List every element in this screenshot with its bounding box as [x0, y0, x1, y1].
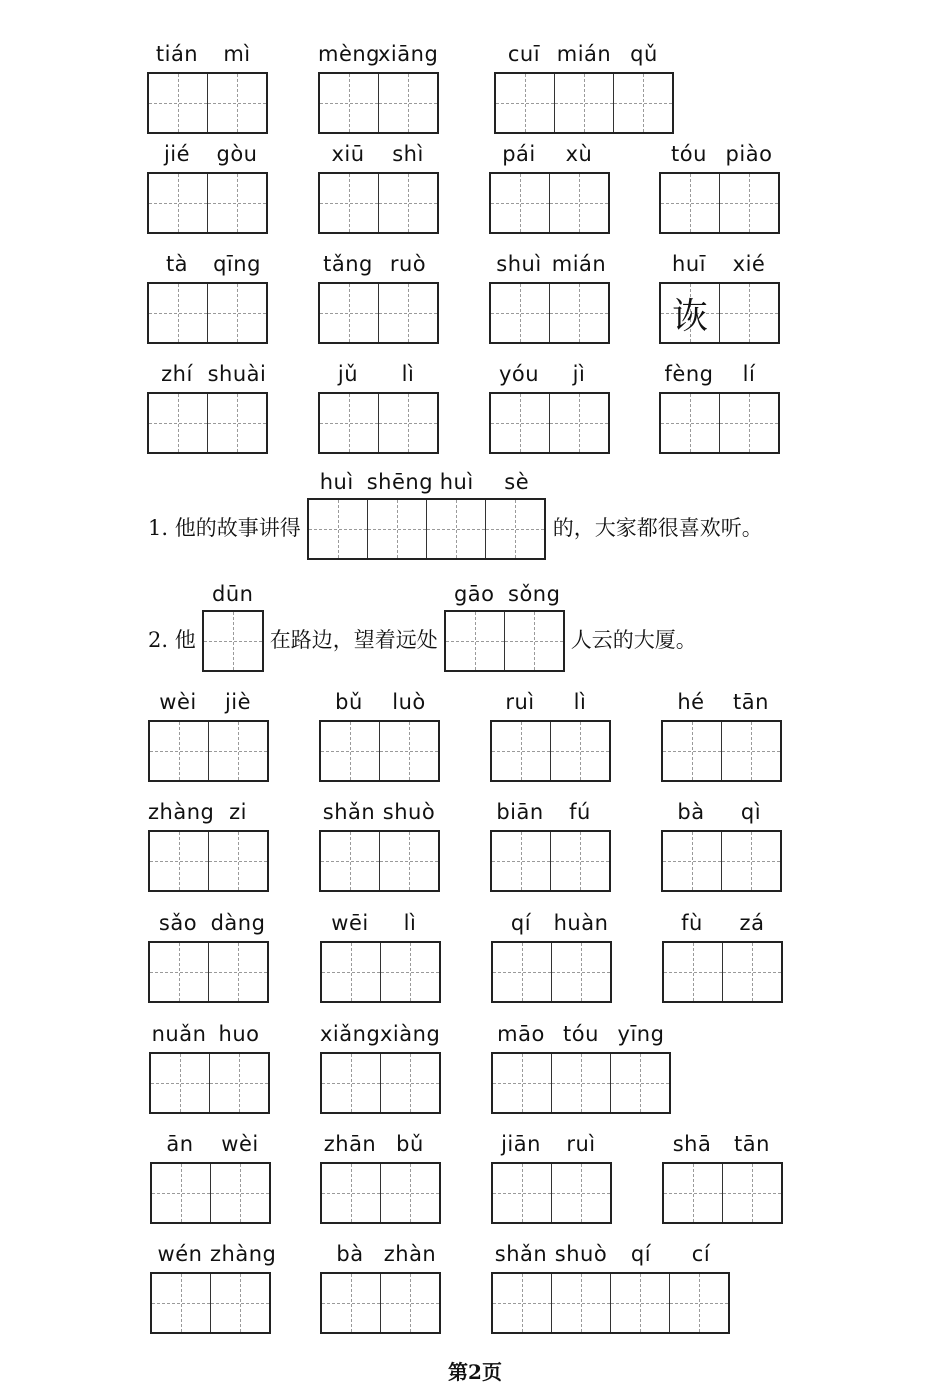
pinyin-syllable: qǔ — [630, 42, 658, 66]
pinyin-syllable: tān — [733, 690, 769, 714]
pinyin-row — [320, 1236, 441, 1266]
pinyin-syllable: gāo — [453, 582, 495, 606]
answer-cell[interactable] — [664, 943, 722, 1001]
pinyin-syllable: wèi — [159, 690, 197, 714]
pinyin-row — [489, 356, 610, 386]
pinyin-syllable: dūn — [211, 582, 254, 606]
answer-cell[interactable] — [378, 74, 437, 132]
pinyin-syllable: biān — [496, 800, 544, 824]
pinyin-syllable: piào — [725, 142, 773, 166]
answer-cell[interactable] — [149, 74, 207, 132]
answer-cell[interactable] — [492, 832, 550, 890]
answer-cell[interactable] — [207, 394, 266, 452]
pinyin-row — [318, 136, 439, 166]
pinyin-syllable: mián — [556, 42, 612, 66]
sentence-blank — [202, 576, 264, 672]
pinyin-syllable: tián — [155, 42, 199, 66]
answer-cell[interactable] — [321, 832, 379, 890]
word-group — [491, 905, 612, 1003]
word-group — [147, 36, 268, 134]
pinyin-syllable: qīng — [213, 252, 261, 276]
pinyin-row — [659, 136, 780, 166]
answer-boxes — [148, 720, 269, 782]
answer-cell[interactable] — [549, 394, 608, 452]
pinyin-row — [147, 36, 268, 66]
answer-cell[interactable] — [719, 284, 778, 342]
pinyin-row — [147, 246, 268, 276]
pinyin-syllable: qí — [630, 1242, 652, 1266]
answer-cell[interactable] — [719, 394, 778, 452]
answer-cell[interactable] — [208, 943, 267, 1001]
answer-cell[interactable] — [320, 284, 378, 342]
answer-cell[interactable] — [610, 1274, 669, 1332]
answer-cell[interactable] — [207, 74, 266, 132]
pinyin-syllable: pái — [502, 142, 536, 166]
answer-cell[interactable] — [550, 832, 609, 890]
answer-boxes — [662, 1162, 783, 1224]
pinyin-syllable: shǎn — [494, 1242, 548, 1266]
word-group — [661, 684, 782, 782]
word-group — [491, 1126, 612, 1224]
answer-cell[interactable] — [150, 943, 208, 1001]
pinyin-syllable: tān — [734, 1132, 770, 1156]
answer-boxes — [489, 172, 610, 234]
answer-cell[interactable] — [152, 1274, 210, 1332]
word-group — [662, 1126, 783, 1224]
answer-cell[interactable] — [493, 943, 551, 1001]
page-number: 第2页 — [448, 1360, 502, 1384]
answer-boxes — [148, 830, 269, 892]
word-group — [320, 1236, 441, 1334]
answer-cell[interactable] — [380, 1054, 439, 1112]
pinyin-syllable: tóu — [671, 142, 707, 166]
pinyin-syllable: fù — [681, 911, 703, 935]
answer-boxes — [319, 830, 440, 892]
answer-cell[interactable] — [210, 1164, 269, 1222]
pinyin-syllable: zhàn — [383, 1242, 437, 1266]
answer-cell[interactable] — [493, 1054, 551, 1112]
answer-cell[interactable] — [320, 74, 378, 132]
pinyin-syllable: zhàng — [148, 800, 215, 824]
pinyin-syllable: shuì — [496, 252, 542, 276]
pinyin-syllable: lì — [401, 362, 415, 386]
pinyin-syllable: sè — [504, 470, 530, 494]
word-group — [490, 794, 611, 892]
word-group — [150, 1126, 271, 1224]
pinyin-row — [319, 684, 440, 714]
word-group — [489, 246, 610, 344]
answer-cell[interactable] — [309, 500, 367, 558]
pinyin-syllable: zhān — [323, 1132, 377, 1156]
answer-cell[interactable] — [485, 500, 544, 558]
pinyin-row — [491, 1236, 731, 1266]
answer-cell[interactable] — [151, 1054, 209, 1112]
answer-boxes — [444, 610, 565, 672]
pinyin-syllable: zhàng — [210, 1242, 277, 1266]
answer-cell[interactable] — [208, 832, 267, 890]
pinyin-syllable: sǒng — [508, 582, 561, 606]
answer-boxes — [318, 72, 439, 134]
pinyin-row — [148, 794, 269, 824]
pinyin-syllable: shì — [392, 142, 424, 166]
pinyin-row — [489, 246, 610, 276]
answer-cell[interactable] — [549, 174, 608, 232]
answer-cell[interactable] — [722, 1164, 781, 1222]
word-group — [489, 356, 610, 454]
pinyin-syllable: bǔ — [335, 690, 363, 714]
pinyin-syllable: cí — [691, 1242, 711, 1266]
word-group — [318, 136, 439, 234]
answer-cell[interactable] — [320, 174, 378, 232]
answer-boxes — [150, 1162, 271, 1224]
answer-cell[interactable] — [378, 174, 437, 232]
word-group — [491, 1236, 731, 1334]
pinyin-row — [659, 246, 780, 276]
answer-cell[interactable] — [554, 74, 613, 132]
pinyin-row — [662, 1126, 783, 1156]
answer-boxes — [147, 392, 268, 454]
pinyin-row — [148, 905, 269, 935]
answer-cell[interactable] — [426, 500, 485, 558]
answer-cell[interactable] — [550, 722, 609, 780]
pinyin-syllable: jiè — [224, 690, 252, 714]
pinyin-syllable: huo — [218, 1022, 260, 1046]
pinyin-syllable: nuǎn — [151, 1022, 207, 1046]
pinyin-syllable: xiāng — [378, 42, 439, 66]
word-group — [150, 1236, 277, 1334]
answer-boxes — [494, 72, 674, 134]
pinyin-syllable: zhí — [161, 362, 193, 386]
word-group — [318, 356, 439, 454]
pinyin-syllable: māo — [497, 1022, 545, 1046]
word-group — [148, 794, 269, 892]
sentence-blank — [444, 576, 565, 672]
answer-cell[interactable] — [320, 394, 378, 452]
answer-cell[interactable] — [663, 832, 721, 890]
answer-boxes — [489, 282, 610, 344]
answer-cell[interactable] — [367, 500, 426, 558]
pinyin-row — [203, 576, 263, 606]
answer-boxes — [491, 1052, 671, 1114]
answer-boxes — [150, 1272, 271, 1334]
pinyin-row — [320, 1126, 441, 1156]
pinyin-row — [320, 1016, 441, 1046]
answer-boxes — [149, 1052, 270, 1114]
answer-boxes — [661, 830, 782, 892]
pinyin-row — [150, 1236, 277, 1266]
answer-boxes — [491, 1272, 730, 1334]
answer-cell[interactable] — [549, 284, 608, 342]
word-group — [319, 794, 440, 892]
word-group — [147, 246, 268, 344]
sentence-text: 在路边，望着远处 — [269, 628, 438, 652]
pinyin-syllable: ruì — [505, 690, 535, 714]
word-group — [489, 136, 610, 234]
word-group — [659, 136, 780, 234]
word-group — [320, 1126, 441, 1224]
answer-cell[interactable] — [491, 284, 549, 342]
pinyin-row — [150, 1126, 271, 1156]
word-group — [662, 905, 783, 1003]
answer-cell[interactable] — [149, 284, 207, 342]
pinyin-syllable: tà — [165, 252, 189, 276]
answer-cell[interactable] — [551, 943, 610, 1001]
word-group — [661, 794, 782, 892]
pinyin-syllable: huàn — [553, 911, 609, 935]
pinyin-syllable: jì — [572, 362, 586, 386]
pinyin-syllable: mèng — [318, 42, 381, 66]
answer-cell[interactable] — [150, 722, 208, 780]
answer-cell[interactable] — [322, 1274, 380, 1332]
pinyin-syllable: shuò — [554, 1242, 608, 1266]
answer-boxes — [319, 720, 440, 782]
answer-cell[interactable] — [722, 943, 781, 1001]
answer-cell[interactable] — [610, 1054, 669, 1112]
answer-cell[interactable] — [378, 394, 437, 452]
answer-boxes — [490, 830, 611, 892]
answer-cell[interactable] — [491, 394, 549, 452]
pinyin-syllable: xù — [565, 142, 593, 166]
word-group — [318, 246, 439, 344]
sentence-blank — [307, 464, 547, 560]
answer-boxes — [491, 1162, 612, 1224]
answer-cell[interactable] — [150, 832, 208, 890]
answer-boxes — [307, 498, 546, 560]
pinyin-row — [318, 246, 439, 276]
answer-boxes — [147, 72, 268, 134]
pinyin-syllable: qì — [740, 800, 762, 824]
answer-cell[interactable] — [661, 284, 719, 342]
answer-cell[interactable] — [613, 74, 672, 132]
pinyin-syllable: jié — [163, 142, 191, 166]
pinyin-row — [318, 356, 439, 386]
pinyin-row — [661, 684, 782, 714]
pinyin-row — [490, 794, 611, 824]
word-group — [490, 684, 611, 782]
pinyin-syllable: xiǎng — [320, 1022, 381, 1046]
answer-boxes — [148, 941, 269, 1003]
word-group — [319, 684, 440, 782]
pinyin-syllable: shā — [672, 1132, 712, 1156]
answer-cell[interactable] — [663, 722, 721, 780]
answer-cell[interactable] — [322, 943, 380, 1001]
answer-boxes — [318, 392, 439, 454]
answer-cell[interactable] — [322, 1164, 380, 1222]
pinyin-syllable: yīng — [617, 1022, 665, 1046]
answer-cell[interactable] — [551, 1164, 610, 1222]
sentence-text: 1. 他的故事讲得 — [148, 516, 301, 540]
answer-cell[interactable] — [149, 394, 207, 452]
sentence-text: 人云的大厦。 — [570, 628, 697, 652]
answer-boxes — [490, 720, 611, 782]
answer-cell[interactable] — [661, 174, 719, 232]
answer-cell[interactable] — [446, 612, 504, 670]
word-group — [320, 905, 441, 1003]
answer-boxes — [320, 1052, 441, 1114]
answer-boxes — [661, 720, 782, 782]
pinyin-syllable: zá — [739, 911, 765, 935]
word-group — [494, 36, 674, 134]
pinyin-syllable: bǔ — [396, 1132, 424, 1156]
word-group — [147, 356, 268, 454]
answer-boxes — [659, 392, 780, 454]
answer-cell[interactable] — [379, 832, 438, 890]
pinyin-syllable: xié — [732, 252, 766, 276]
answer-cell[interactable] — [492, 722, 550, 780]
pinyin-row — [307, 464, 547, 494]
pinyin-row — [318, 36, 439, 66]
pinyin-syllable: zi — [229, 800, 247, 824]
word-group — [320, 1016, 441, 1114]
answer-cell[interactable] — [669, 1274, 728, 1332]
pinyin-row — [659, 356, 780, 386]
answer-cell[interactable] — [491, 174, 549, 232]
word-group — [318, 36, 439, 134]
word-group — [147, 136, 268, 234]
pinyin-row — [491, 1126, 612, 1156]
pinyin-row — [661, 794, 782, 824]
pinyin-row — [147, 356, 268, 386]
pinyin-row — [494, 36, 674, 66]
pinyin-row — [149, 1016, 270, 1046]
answer-boxes — [659, 172, 780, 234]
pinyin-syllable: tóu — [563, 1022, 599, 1046]
pinyin-row — [320, 905, 441, 935]
pinyin-syllable: huī — [672, 252, 706, 276]
answer-boxes — [659, 282, 780, 344]
word-group — [659, 246, 780, 344]
answer-cell[interactable] — [380, 1164, 439, 1222]
pinyin-row — [147, 136, 268, 166]
pinyin-syllable: ruì — [566, 1132, 596, 1156]
pinyin-syllable: shuài — [207, 362, 267, 386]
pinyin-syllable: jǔ — [337, 362, 359, 386]
pinyin-row — [491, 1016, 671, 1046]
answer-cell[interactable] — [493, 1164, 551, 1222]
answer-cell[interactable] — [504, 612, 563, 670]
answer-cell[interactable] — [721, 722, 780, 780]
answer-cell[interactable] — [719, 174, 778, 232]
sentence-text: 2. 他 — [148, 628, 196, 652]
sentence-2 — [148, 576, 697, 672]
word-group — [491, 1016, 671, 1114]
answer-cell[interactable] — [209, 1054, 268, 1112]
pinyin-syllable: jiān — [501, 1132, 541, 1156]
pinyin-syllable: hé — [677, 690, 705, 714]
word-group — [148, 684, 269, 782]
pinyin-syllable: shēng — [366, 470, 434, 494]
word-group — [659, 356, 780, 454]
sentence-text: 的，大家都很喜欢听。 — [552, 516, 763, 540]
pinyin-syllable: lì — [403, 911, 417, 935]
answer-boxes — [202, 610, 264, 672]
pinyin-syllable: cuī — [507, 42, 541, 66]
sentence-1 — [148, 464, 763, 560]
answer-cell[interactable] — [204, 612, 262, 670]
pinyin-syllable: qí — [510, 911, 532, 935]
answer-cell[interactable] — [379, 722, 438, 780]
word-group — [148, 905, 269, 1003]
answer-cell[interactable] — [322, 1054, 380, 1112]
pinyin-syllable: huì — [319, 470, 354, 494]
pinyin-syllable: lí — [742, 362, 756, 386]
answer-cell[interactable] — [664, 1164, 722, 1222]
answer-boxes — [147, 172, 268, 234]
pinyin-syllable: dàng — [210, 911, 266, 935]
pinyin-syllable: luò — [392, 690, 426, 714]
answer-boxes — [320, 941, 441, 1003]
answer-cell[interactable] — [207, 174, 266, 232]
pinyin-syllable: mì — [223, 42, 251, 66]
pinyin-syllable: bà — [336, 1242, 364, 1266]
pinyin-syllable: xiū — [331, 142, 365, 166]
answer-cell[interactable] — [210, 1274, 269, 1332]
answer-boxes — [489, 392, 610, 454]
pinyin-syllable: wèi — [221, 1132, 259, 1156]
answer-cell[interactable] — [551, 1274, 610, 1332]
answer-boxes — [318, 172, 439, 234]
pinyin-syllable: bà — [677, 800, 705, 824]
answer-cell[interactable] — [661, 394, 719, 452]
pinyin-syllable: yóu — [498, 362, 540, 386]
pinyin-row — [662, 905, 783, 935]
answer-cell[interactable] — [207, 284, 266, 342]
answer-boxes — [318, 282, 439, 344]
pinyin-syllable: ruò — [389, 252, 427, 276]
pinyin-row — [319, 794, 440, 824]
word-group — [149, 1016, 270, 1114]
pinyin-syllable: mián — [551, 252, 607, 276]
answer-boxes — [147, 282, 268, 344]
answer-cell[interactable] — [551, 1054, 610, 1112]
answer-cell[interactable] — [149, 174, 207, 232]
answer-boxes — [662, 941, 783, 1003]
answer-cell[interactable] — [380, 1274, 439, 1332]
pinyin-row — [490, 684, 611, 714]
pinyin-row — [444, 576, 564, 606]
pinyin-row — [148, 684, 269, 714]
answer-cell[interactable] — [380, 943, 439, 1001]
answer-cell[interactable] — [496, 74, 554, 132]
pinyin-syllable: wén — [157, 1242, 203, 1266]
answer-cell[interactable] — [493, 1274, 551, 1332]
answer-cell[interactable] — [321, 722, 379, 780]
pinyin-syllable: wēi — [331, 911, 369, 935]
answer-cell[interactable] — [378, 284, 437, 342]
answer-cell[interactable] — [721, 832, 780, 890]
pinyin-row — [491, 905, 612, 935]
answer-boxes — [320, 1162, 441, 1224]
answer-boxes — [491, 941, 612, 1003]
pinyin-syllable: shǎn — [322, 800, 376, 824]
pinyin-syllable: sǎo — [158, 911, 198, 935]
filled-character: 诙 — [671, 295, 708, 337]
pinyin-syllable: fèng — [664, 362, 714, 386]
answer-boxes — [320, 1272, 441, 1334]
pinyin-syllable: fú — [569, 800, 591, 824]
answer-cell[interactable] — [152, 1164, 210, 1222]
pinyin-syllable: gòu — [216, 142, 258, 166]
pinyin-syllable: huì — [439, 470, 474, 494]
pinyin-syllable: shuò — [382, 800, 436, 824]
pinyin-syllable: lì — [573, 690, 587, 714]
pinyin-syllable: ān — [166, 1132, 194, 1156]
pinyin-syllable: xiàng — [380, 1022, 441, 1046]
answer-cell[interactable] — [208, 722, 267, 780]
pinyin-row — [489, 136, 610, 166]
pinyin-syllable: tǎng — [323, 252, 373, 276]
